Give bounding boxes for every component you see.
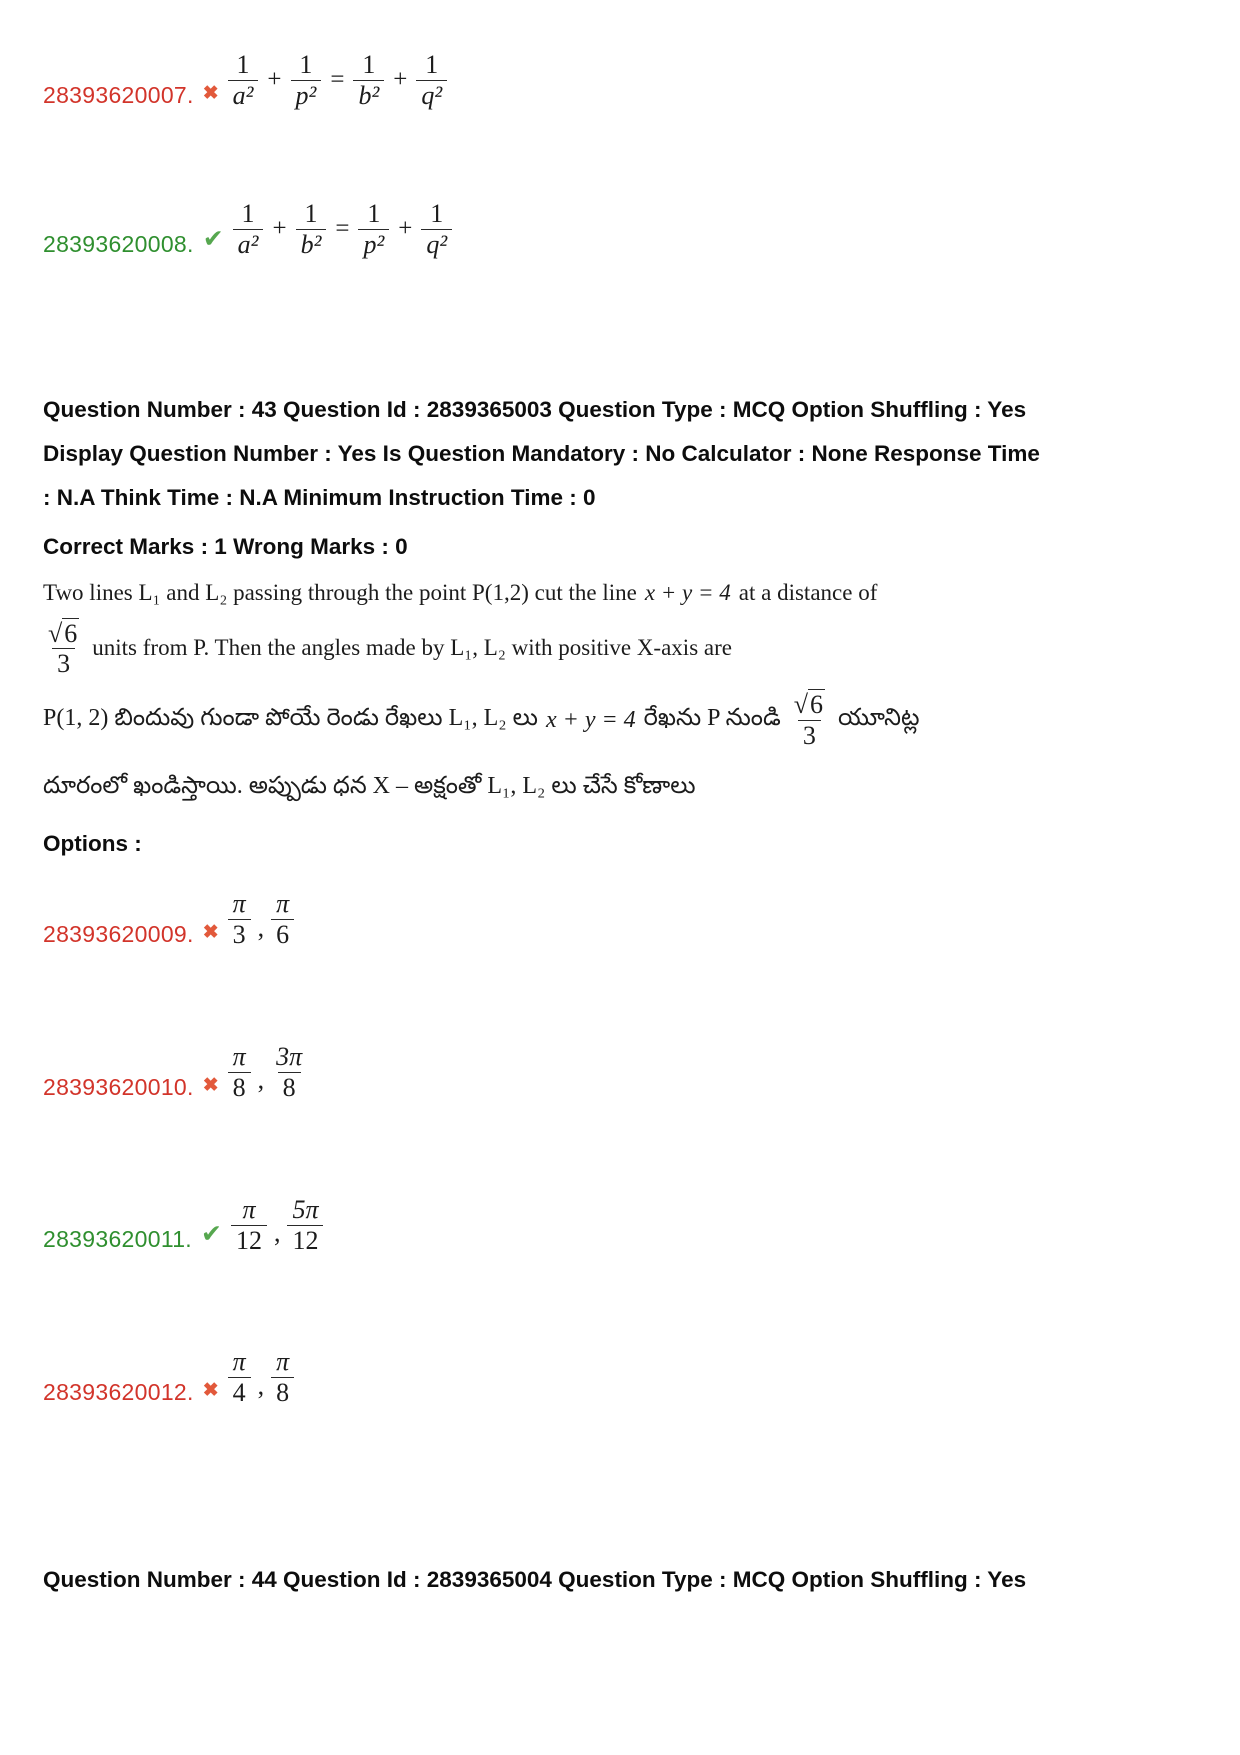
metadata-line: : N.A Think Time : N.A Minimum Instruction Time : 0 (43, 484, 596, 510)
question-text-en-line2 (43, 618, 1197, 680)
fraction-denominator: 3 (798, 720, 821, 751)
fraction (353, 50, 384, 111)
text-segment: P(1, 2) బిందువు గుండా పోయే రెండు రేఖలు L₁, L₂ లు (43, 704, 538, 731)
fraction-numerator: 5π (292, 1194, 319, 1224)
fraction-numerator: 1 (299, 50, 313, 79)
metadata-line: Question Number : 43 Question Id : 2839365003 Question Type : MCQ Option Shuffling : Yes (43, 396, 1027, 422)
comma-separator: , (257, 1370, 265, 1400)
text-segment: at a distance of (738, 579, 878, 605)
option-equation (231, 1195, 324, 1256)
fraction (231, 1195, 267, 1256)
fraction-numerator: 1 (367, 198, 381, 228)
question-text-te-line2: దూరంలో ఖండిస్తాయి. అప్పుడు ధన X – అక్షంతో L₁, L₂ లు చేసే కోణాలు (43, 773, 696, 800)
question-text-en-line1 (43, 576, 1197, 610)
fraction-denominator: 4 (228, 1377, 251, 1408)
radical-sign: √ (48, 618, 63, 648)
fraction-numerator: 1 (430, 198, 444, 228)
fraction (228, 889, 251, 950)
fraction (421, 199, 452, 260)
answer-option-row (43, 889, 1197, 950)
fraction-numerator: 1 (304, 198, 318, 228)
plus-operator: + (267, 66, 282, 94)
correct-check-icon: ✔ (202, 224, 224, 253)
wrong-cross-icon: ✖ (202, 82, 219, 104)
option-equation (228, 889, 295, 950)
comma-separator: , (273, 1218, 281, 1248)
marks-line: Correct Marks : 1 Wrong Marks : 0 (43, 533, 408, 559)
answer-option-row (43, 1042, 1197, 1103)
math-expression: x + y = 4 (545, 706, 636, 733)
sqrt-fraction (43, 618, 84, 680)
fraction (233, 199, 264, 260)
option-id: 28393620012. (43, 1379, 194, 1406)
fraction-denominator: a² (233, 229, 264, 260)
fraction (271, 1347, 294, 1408)
fraction-denominator: 3 (228, 919, 251, 950)
option-id: 28393620009. (43, 920, 194, 947)
fraction-denominator: p² (358, 229, 389, 260)
option-id: 28393620007. (43, 81, 194, 108)
question-text-te-line1 (43, 689, 1197, 751)
fraction-numerator: π (232, 889, 246, 919)
fraction-denominator: 3 (52, 648, 75, 679)
fraction-numerator: 1 (362, 50, 376, 79)
fraction-denominator: 8 (228, 1072, 251, 1103)
equals-operator: = (330, 66, 345, 94)
metadata-line: Display Question Number : Yes Is Question Mandatory : No Calculator : None Response Time (43, 440, 1040, 466)
fraction-denominator: q² (416, 80, 447, 111)
radical-sign: √ (793, 690, 808, 720)
fraction-denominator: 6 (271, 919, 294, 950)
fraction (291, 50, 322, 111)
plus-operator: + (393, 66, 408, 94)
wrong-cross-icon: ✖ (202, 1074, 219, 1096)
fraction-numerator: 1 (236, 50, 250, 79)
fraction-denominator: 8 (278, 1072, 301, 1103)
answer-option-row (43, 1347, 1197, 1408)
fraction-numerator: 1 (425, 50, 439, 79)
fraction (271, 889, 294, 950)
fraction-numerator: π (276, 1347, 290, 1377)
answer-option-row (43, 199, 1197, 260)
fraction-numerator: 3π (276, 1041, 303, 1071)
fraction-numerator: π (232, 1347, 246, 1377)
question-44-metadata (43, 1558, 1197, 1602)
plus-operator: + (272, 215, 287, 243)
fraction (228, 1042, 251, 1103)
option-id: 28393620010. (43, 1073, 194, 1100)
fraction (271, 1042, 307, 1103)
answer-option-row (43, 1195, 1197, 1256)
text-segment: యూనిట్ల (838, 704, 920, 731)
text-segment: రేఖను P నుండి (643, 704, 781, 731)
answer-option-row (43, 50, 1197, 111)
fraction-denominator: b² (353, 80, 384, 111)
option-equation (228, 50, 448, 111)
question-43-metadata (43, 388, 1197, 520)
sqrt-numerator (43, 618, 84, 649)
comma-separator: , (257, 912, 265, 942)
fraction (228, 1347, 251, 1408)
radicand: 6 (64, 618, 78, 648)
option-equation (233, 199, 453, 260)
option-id: 28393620008. (43, 230, 194, 257)
equals-operator: = (335, 215, 350, 243)
options-heading: Options : (43, 831, 142, 857)
option-id: 28393620011. (43, 1226, 192, 1253)
fraction (287, 1195, 323, 1256)
fraction-denominator: 8 (271, 1377, 294, 1408)
option-equation (228, 1042, 308, 1103)
fraction-numerator: π (232, 1041, 246, 1071)
plus-operator: + (398, 215, 413, 243)
fraction-denominator: 12 (231, 1225, 267, 1256)
fraction-numerator: 1 (241, 198, 255, 228)
fraction-numerator: π (276, 889, 290, 919)
radicand: 6 (810, 690, 823, 720)
fraction (296, 199, 327, 260)
comma-separator: , (257, 1065, 265, 1095)
wrong-cross-icon: ✖ (202, 1380, 219, 1402)
option-equation (228, 1347, 295, 1408)
wrong-cross-icon: ✖ (202, 921, 219, 943)
fraction-denominator: b² (296, 229, 327, 260)
math-expression: x + y = 4 (644, 579, 731, 605)
fraction (228, 50, 259, 111)
metadata-line: Question Number : 44 Question Id : 2839365004 Question Type : MCQ Option Shuffling : Yes (43, 1567, 1027, 1593)
fraction-denominator: p² (291, 80, 322, 111)
sqrt-numerator (789, 689, 830, 720)
fraction-numerator: π (242, 1194, 256, 1224)
text-segment: Two lines L₁ and L₂ passing through the point P(1,2) cut the line (43, 579, 637, 605)
correct-check-icon: ✔ (201, 1220, 222, 1249)
fraction (358, 199, 389, 260)
fraction (416, 50, 447, 111)
fraction-denominator: 12 (287, 1225, 323, 1256)
fraction-denominator: a² (228, 80, 259, 111)
text-segment: units from P. Then the angles made by L₁, L₂ with positive X-axis are (92, 635, 732, 661)
fraction-denominator: q² (421, 229, 452, 260)
sqrt-fraction (789, 689, 830, 751)
